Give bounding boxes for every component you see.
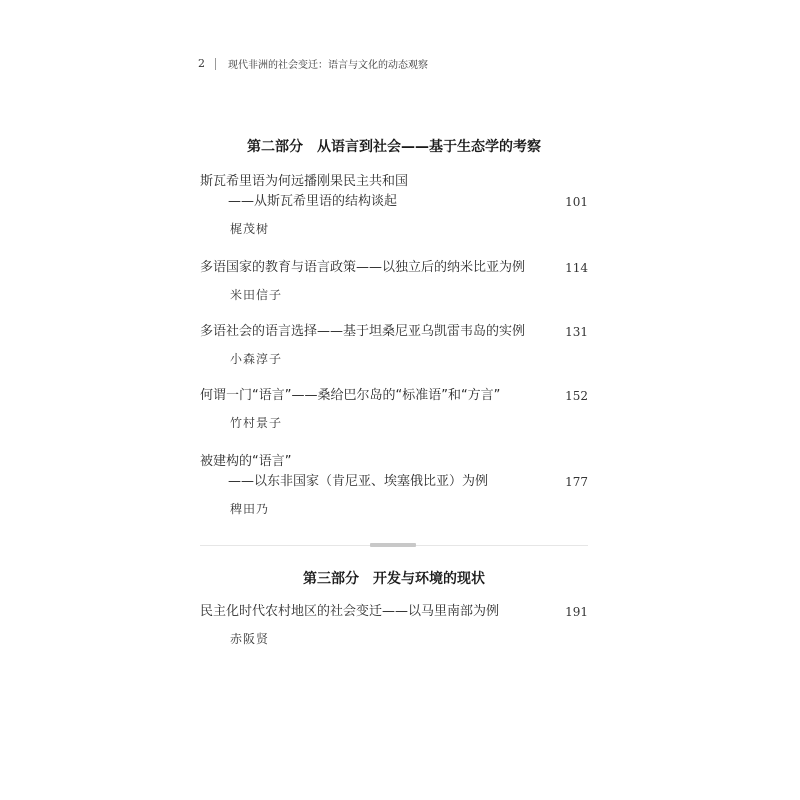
entry-title: 民主化时代农村地区的社会变迁——以马里南部为例 [200,604,500,619]
entry-author: 梶茂树 [230,222,270,236]
entry-page-number: 152 [565,389,588,403]
section-divider-mark [370,543,416,547]
entry-title: 被建构的“语言” [200,454,292,469]
entry-title: 多语国家的教育与语言政策——以独立后的纳米比亚为例 [200,260,526,275]
entry-page-number: 131 [565,325,588,339]
entry-title-line [200,258,588,278]
entry-subtitle-line [200,192,588,212]
entry-subtitle: ——从斯瓦希里语的结构谈起 [228,194,398,209]
running-title: 现代非洲的社会变迁：语言与文化的动态观察 [228,60,428,71]
entry-author: 小森淳子 [230,352,283,366]
toc-entry[interactable] [200,322,588,367]
running-header [198,56,428,71]
entry-title: 何谓一门“语言”——桑给巴尔岛的“标准语”和“方言” [200,388,501,403]
entry-author: 赤阪贤 [230,632,270,646]
entry-title: 多语社会的语言选择——基于坦桑尼亚乌凯雷韦岛的实例 [200,324,526,339]
toc-entry[interactable] [200,258,588,303]
entry-author: 米田信子 [230,288,283,302]
section-label: 第三部分 [303,571,359,587]
entry-title-line [200,322,588,342]
entry-subtitle: ——以东非国家（肯尼亚、埃塞俄比亚）为例 [228,474,489,489]
section-heading: 从语言到社会——基于生态学的考察 [317,139,541,155]
entry-author: 竹村景子 [230,416,283,430]
toc-entry[interactable] [200,602,588,647]
entry-page-number: 114 [565,261,588,275]
entry-title-line [200,386,588,406]
section-heading: 开发与环境的现状 [373,571,485,587]
entry-page-number: 191 [565,605,588,619]
page-number: 2 [198,57,205,70]
entry-subtitle-line [200,472,588,492]
section-title-part-2 [200,136,588,156]
section-label: 第二部分 [247,139,303,155]
entry-page-number: 177 [565,475,588,489]
toc-entry[interactable] [200,452,588,517]
toc-entry[interactable] [200,172,588,237]
entry-page-number: 101 [565,195,588,209]
header-separator [215,58,216,70]
entry-title-line [200,602,588,622]
entry-title: 斯瓦希里语为何远播刚果民主共和国 [200,174,409,189]
toc-entry[interactable] [200,386,588,431]
entry-author: 稗田乃 [230,502,270,516]
section-title-part-3 [200,568,588,588]
